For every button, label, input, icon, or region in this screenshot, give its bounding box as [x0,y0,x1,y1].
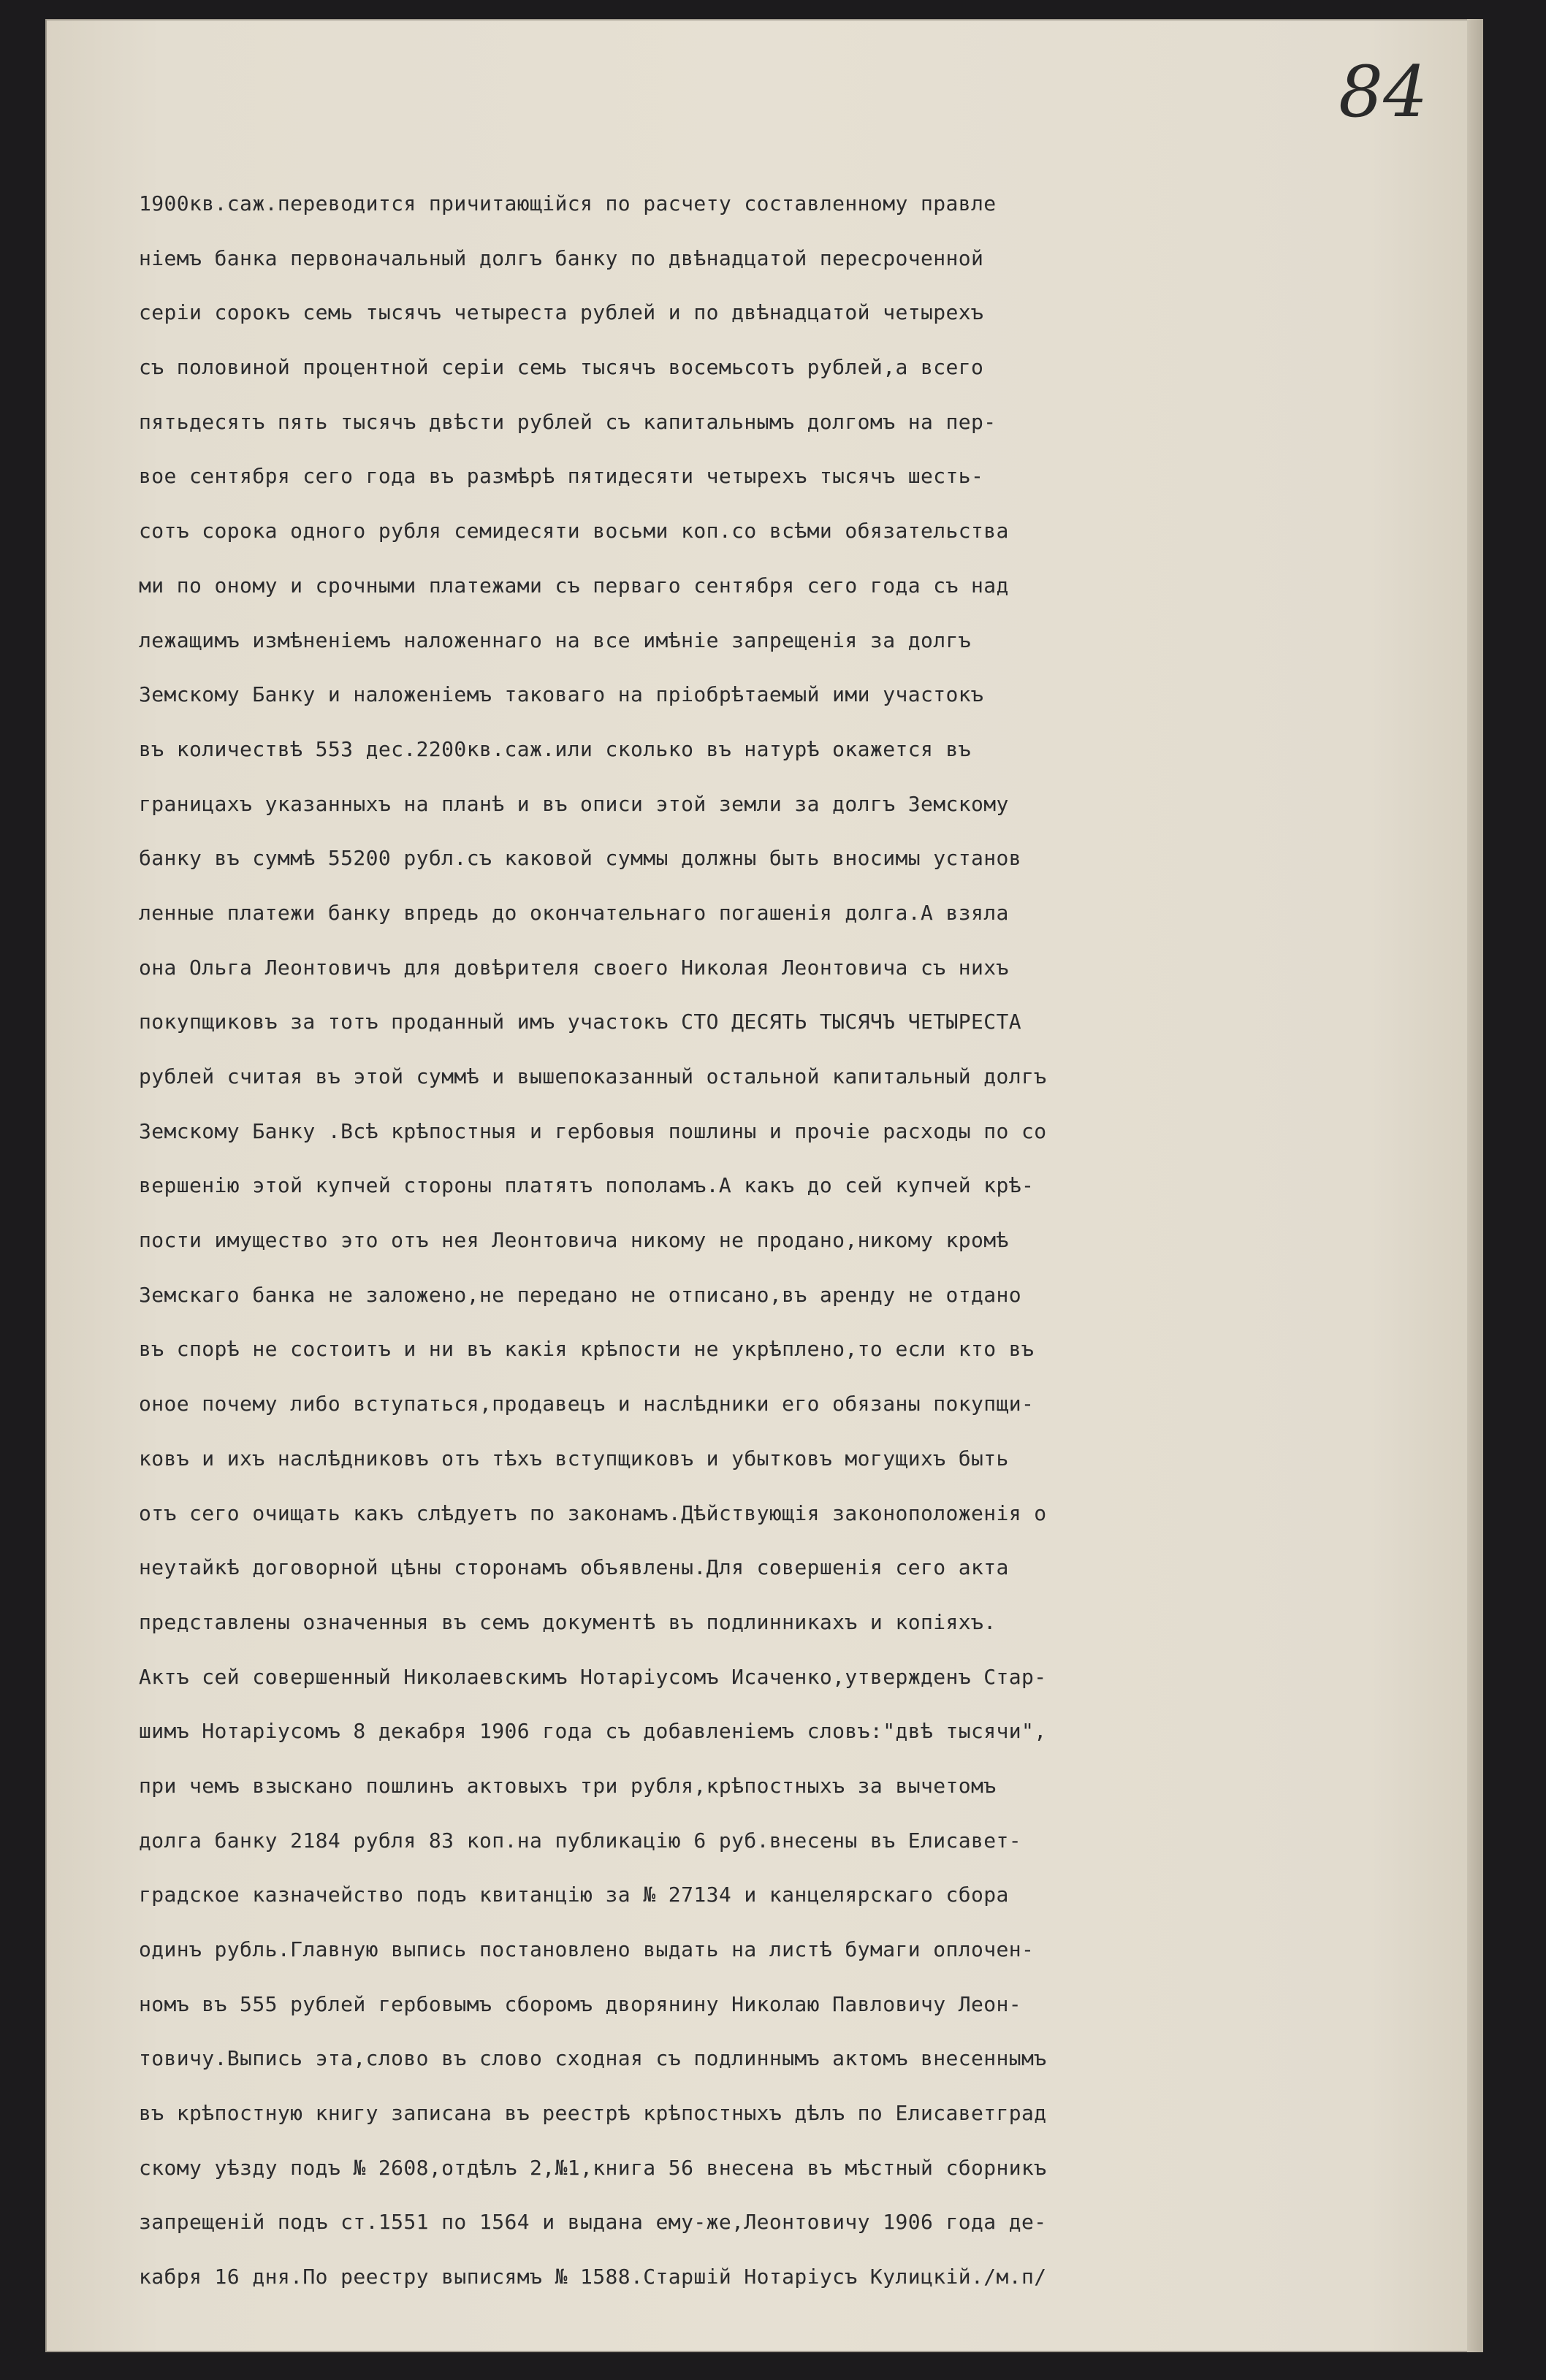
text-line-38: запрещеній подъ ст.1551 по 1564 и выдана ему-же,Леонтовичу 1906 года де- [139,2210,1047,2235]
text-line-25: отъ сего очищать какъ слѣдуетъ по законамъ.Дѣйствующія законоположенія о [139,1500,1047,1525]
text-line-39: кабря 16 дня.По реестру выписямъ № 1588.Старшій Нотаріусъ Кулицкій./м.п/ [139,2265,1047,2289]
text-line-37: скому уѣзду подъ № 2608,отдѣлъ 2,№1,книга 56 внесена въ мѣстный сборникъ [139,2155,1047,2180]
text-line-18: Земскому Банку .Всѣ крѣпостныя и гербовыя пошлины и прочіе расходы по со [139,1118,1047,1143]
text-line-35: товичу.Выпись эта,слово въ слово сходная съ подлиннымъ актомъ внесеннымъ [139,2046,1047,2071]
text-line-30: при чемъ взыскано пошлинъ актовыхъ три рубля,крѣпостныхъ за вычетомъ [139,1773,997,1798]
text-line-8: ми по оному и срочными платежами съ перваго сентября сего года съ над [139,573,1009,598]
text-line-6: вое сентября сего года въ размѣрѣ пятидесяти четырехъ тысячъ шесть- [139,464,984,489]
text-line-27: представлены означенныя въ семъ документѣ въ подлинникахъ и копіяхъ. [139,1609,997,1634]
text-line-3: серіи сорокъ семь тысячъ четыреста рублей и по двѣнадцатой четырехъ [139,300,984,325]
text-line-34: номъ въ 555 рублей гербовымъ сборомъ дворянину Николаю Павловичу Леон- [139,1991,1022,2016]
text-line-12: границахъ указанныхъ на планѣ и въ описи этой земли за долгъ Земскому [139,791,1009,816]
text-line-36: въ крѣпостную книгу записана въ реестрѣ крѣпостныхъ дѣлъ по Елисаветград [139,2101,1047,2126]
text-line-17: рублей считая въ этой суммѣ и вышепоказанный остальной капитальный долгъ [139,1064,1047,1088]
text-line-10: Земскому Банку и наложеніемъ таковаго на пріобрѣтаемый ими участокъ [139,682,984,707]
text-line-1: 1900кв.саж.переводится причитающійся по расчету составленному правле [139,191,997,216]
text-line-24: ковъ и ихъ наслѣдниковъ отъ тѣхъ вступщиковъ и убытковъ могущихъ быть [139,1446,1009,1471]
text-line-22: въ спорѣ не состоитъ и ни въ какія крѣпости не укрѣплено,то если кто въ [139,1337,1035,1362]
text-line-21: Земскаго банка не заложено,не передано не отписано,въ аренду не отдано [139,1282,1022,1307]
text-line-5: пятьдесятъ пять тысячъ двѣсти рублей съ капитальнымъ долгомъ на пер- [139,409,997,434]
text-line-20: пости имущество это отъ нея Леонтовича никому не продано,никому кромѣ [139,1228,1009,1253]
text-line-33: одинъ рубль.Главную выпись постановлено выдать на листѣ бумаги оплочен- [139,1937,1035,1961]
text-line-23: оное почему либо вступаться,продавецъ и наслѣдники его обязаны покупщи- [139,1392,1035,1416]
text-line-11: въ количествѣ 553 дес.2200кв.саж.или сколько въ натурѣ окажется въ [139,736,971,761]
text-line-28: Актъ сей совершенный Николаевскимъ Нотаріусомъ Исаченко,утвержденъ Стар- [139,1664,1047,1689]
text-line-7: сотъ сорока одного рубля семидесяти восьми коп.со всѣми обязательства [139,519,1009,543]
text-line-32: градское казначейство подъ квитанцію за № 27134 и канцелярскаго сбора [139,1883,1009,1907]
text-line-29: шимъ Нотаріусомъ 8 декабря 1906 года съ добавленіемъ словъ:"двѣ тысячи", [139,1719,1047,1744]
text-line-4: съ половиной процентной серіи семь тысячъ восемьсотъ рублей,а всего [139,355,984,380]
text-line-26: неутайкѣ договорной цѣны сторонамъ объявлены.Для совершенія сего акта [139,1555,1009,1580]
document-page [45,19,1483,2352]
text-line-19: вершенію этой купчей стороны платятъ пополамъ.А какъ до сей купчей крѣ- [139,1173,1035,1198]
text-line-15: она Ольга Леонтовичъ для довѣрителя своего Николая Леонтовича съ нихъ [139,955,1009,980]
text-line-14: ленные платежи банку впредь до окончательнаго погашенія долга.А взяла [139,900,1009,925]
text-line-31: долга банку 2184 рубля 83 коп.на публикацію 6 руб.внесены въ Елисавет- [139,1828,1022,1853]
text-line-2: ніемъ банка первоначальный долгъ банку по двѣнадцатой пересроченной [139,245,984,270]
text-line-13: банку въ суммѣ 55200 рубл.съ каковой суммы должны быть вносимы установ [139,846,1022,871]
folio-number: 84 [1339,51,1428,133]
typed-text-body [139,177,1498,2305]
text-line-9: лежащимъ измѣненіемъ наложеннаго на все имѣніе запрещенія за долгъ [139,628,971,652]
text-line-16: покупщиковъ за тотъ проданный имъ участокъ СТО ДЕСЯТЬ ТЫСЯЧЪ ЧЕТЫРЕСТА [139,1010,1022,1034]
